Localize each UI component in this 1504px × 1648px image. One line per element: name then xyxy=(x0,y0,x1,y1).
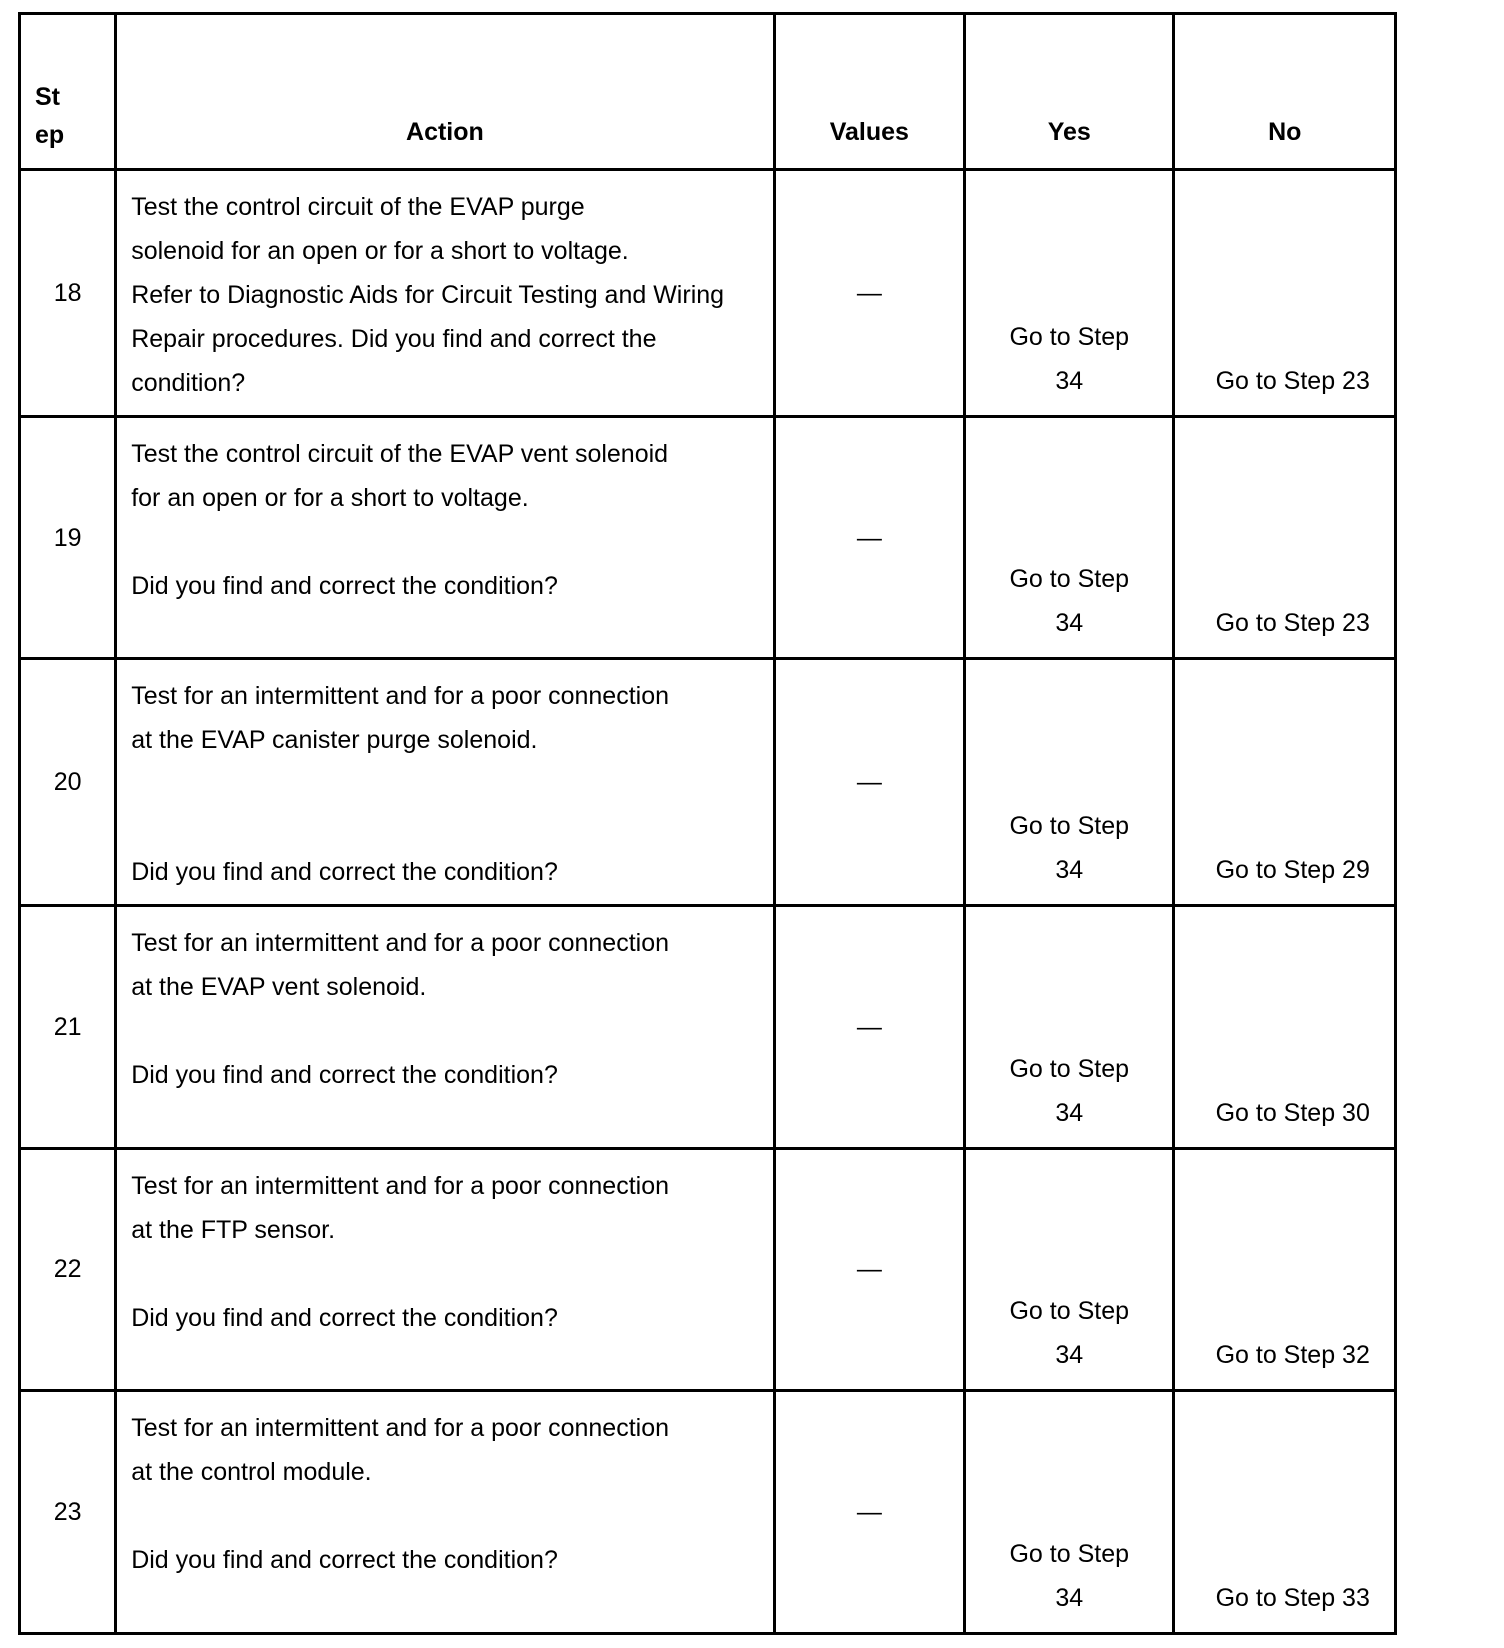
action-line: Did you find and correct the condition? xyxy=(131,1546,558,1575)
step-number: 21 xyxy=(20,906,116,1149)
yes-cell xyxy=(965,1391,1174,1634)
action-line: at the FTP sensor. xyxy=(131,1215,336,1244)
action-line: Test for an intermittent and for a poor connection xyxy=(131,929,670,957)
no-cell: Go to Step 23 xyxy=(1174,170,1396,417)
table-row xyxy=(20,170,1396,417)
values-cell: — xyxy=(774,416,964,659)
action-line: Did you find and correct the condition? xyxy=(131,1303,558,1332)
step-number: 23 xyxy=(20,1391,116,1634)
header-action: Action xyxy=(116,14,774,170)
action-line: Test for an intermittent and for a poor connection xyxy=(131,1414,670,1443)
header-no: No xyxy=(1174,14,1396,170)
step-number: 20 xyxy=(20,659,116,906)
yes-cell xyxy=(965,416,1174,659)
table-row xyxy=(20,416,1396,659)
step-number: 19 xyxy=(20,416,116,659)
table-row xyxy=(20,659,1396,906)
action-line: solenoid for an open or for a short to voltage. xyxy=(131,237,629,265)
yes-line1: Go to Step xyxy=(1009,322,1130,351)
action-cell xyxy=(116,1148,774,1391)
action-cell xyxy=(116,1391,774,1634)
values-cell: — xyxy=(774,906,964,1149)
yes-line2: 34 xyxy=(1055,856,1084,884)
table-row xyxy=(20,1391,1396,1634)
action-line: at the control module. xyxy=(131,1458,372,1487)
table-row xyxy=(20,1148,1396,1391)
yes-line2: 34 xyxy=(1055,366,1084,395)
yes-cell xyxy=(965,170,1174,417)
yes-cell xyxy=(965,906,1174,1149)
yes-line1: Go to Step xyxy=(1009,1054,1130,1083)
no-cell: Go to Step 30 xyxy=(1174,906,1396,1149)
yes-line2: 34 xyxy=(1055,1098,1084,1127)
action-line: Repair procedures. Did you find and correct the xyxy=(131,325,657,353)
action-cell xyxy=(116,906,774,1149)
action-line: Refer to Diagnostic Aids for Circuit Testing and Wiring xyxy=(131,281,725,309)
no-cell: Go to Step 23 xyxy=(1174,416,1396,659)
table-row xyxy=(20,906,1396,1149)
action-line: Test the control circuit of the EVAP vent solenoid xyxy=(131,439,669,468)
header-step xyxy=(20,14,116,170)
header-yes: Yes xyxy=(965,14,1174,170)
no-cell: Go to Step 32 xyxy=(1174,1148,1396,1391)
yes-line1: Go to Step xyxy=(1009,565,1130,594)
action-cell xyxy=(116,416,774,659)
table-body xyxy=(20,170,1396,1634)
action-line: condition? xyxy=(131,369,246,397)
yes-cell xyxy=(965,1148,1174,1391)
yes-line2: 34 xyxy=(1055,609,1084,638)
header-step-line2: ep xyxy=(35,121,65,149)
step-number: 22 xyxy=(20,1148,116,1391)
no-cell: Go to Step 33 xyxy=(1174,1391,1396,1634)
values-cell: — xyxy=(774,1148,964,1391)
action-line: Did you find and correct the condition? xyxy=(131,571,558,600)
yes-line1: Go to Step xyxy=(1009,812,1130,840)
action-line: Test for an intermittent and for a poor connection xyxy=(131,682,670,711)
action-cell xyxy=(116,170,774,417)
action-line: Test for an intermittent and for a poor connection xyxy=(131,1171,670,1200)
yes-line1: Go to Step xyxy=(1009,1297,1130,1326)
step-number: 18 xyxy=(20,170,116,417)
diagnostic-table xyxy=(18,12,1397,1635)
action-line: at the EVAP vent solenoid. xyxy=(131,973,427,1001)
yes-cell xyxy=(965,659,1174,906)
yes-line2: 34 xyxy=(1055,1584,1084,1612)
action-line: Test the control circuit of the EVAP purge xyxy=(131,193,585,221)
table-header xyxy=(20,14,1396,170)
values-cell: — xyxy=(774,659,964,906)
action-line: Did you find and correct the condition? xyxy=(131,1061,558,1089)
action-cell xyxy=(116,659,774,906)
action-line: for an open or for a short to voltage. xyxy=(131,483,529,512)
yes-line1: Go to Step xyxy=(1009,1540,1130,1568)
no-cell: Go to Step 29 xyxy=(1174,659,1396,906)
action-line: Did you find and correct the condition? xyxy=(131,858,558,887)
header-step-line1: St xyxy=(35,83,60,111)
yes-line2: 34 xyxy=(1055,1341,1084,1370)
values-cell: — xyxy=(774,1391,964,1634)
header-values: Values xyxy=(774,14,964,170)
values-cell: — xyxy=(774,170,964,417)
action-line: at the EVAP canister purge solenoid. xyxy=(131,726,538,755)
